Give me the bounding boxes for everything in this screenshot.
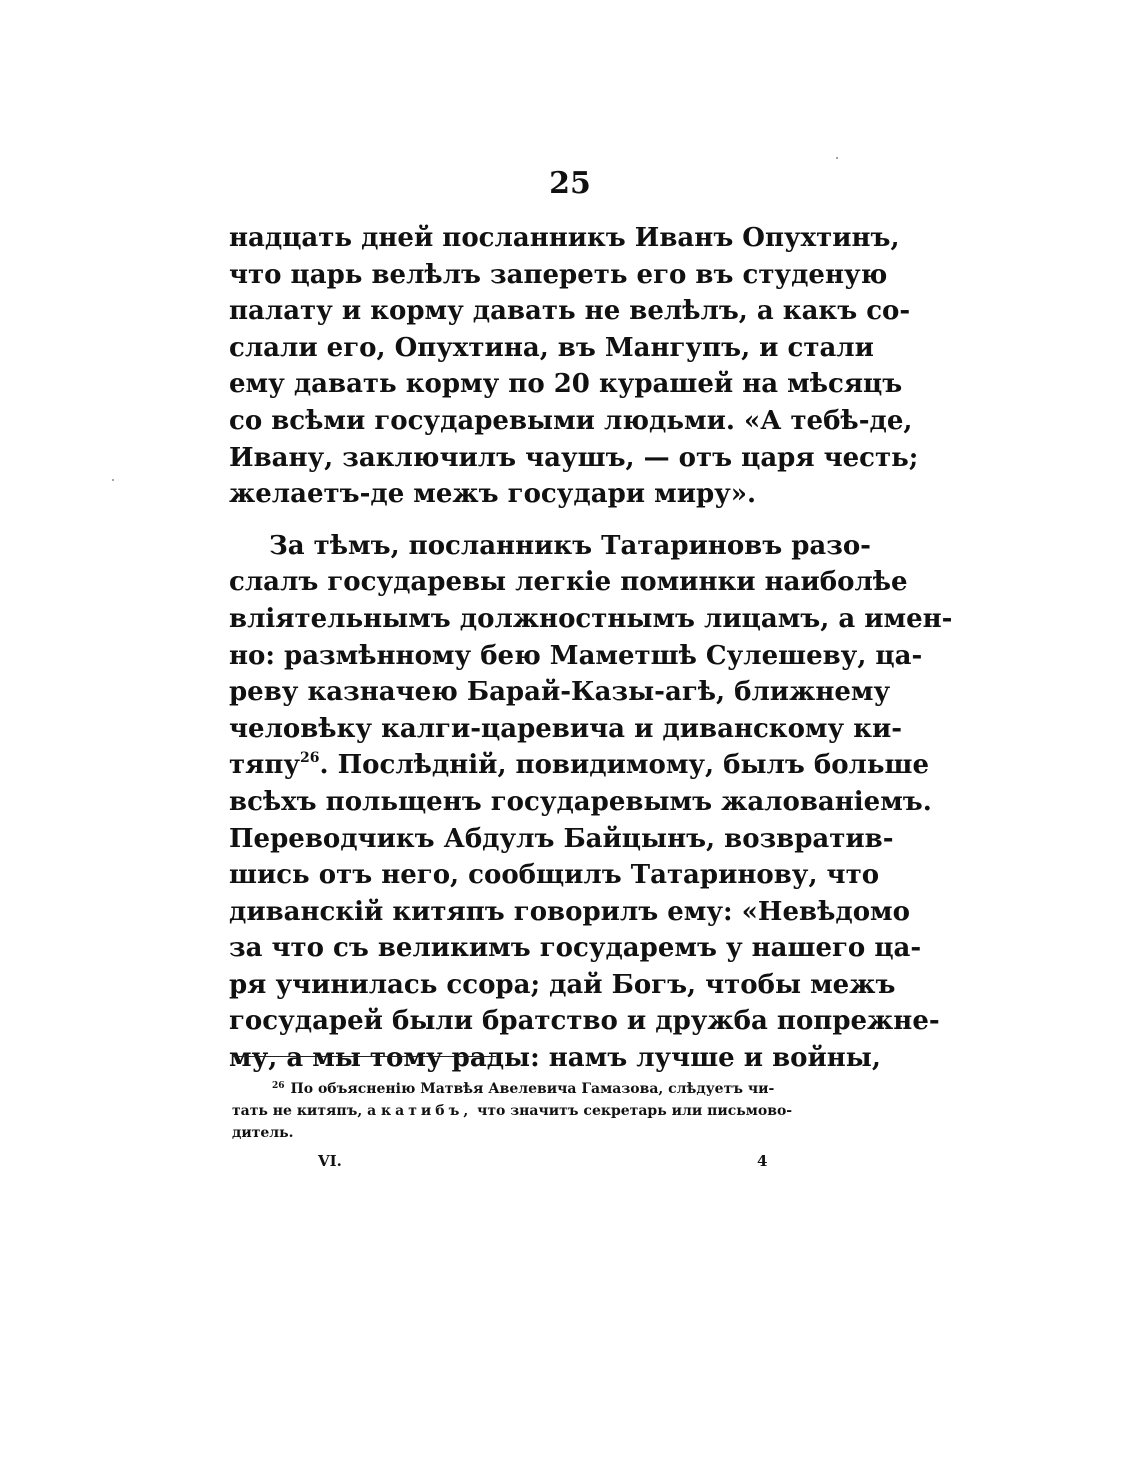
text-line: реву казначею Барай-Казы-агѣ, ближнему	[229, 677, 891, 708]
volume-signature: VI.	[318, 1152, 342, 1170]
note-line-start: тяпу	[229, 750, 300, 781]
text-line: ему давать корму по 20 курашей на мѣсяцъ	[229, 369, 903, 400]
text-line: желаетъ-де межъ государи миру».	[229, 479, 757, 510]
text-line: За тѣмъ, посланникъ Татариновъ разо-	[269, 530, 871, 561]
text-line: за что съ великимъ государемъ у нашего ца-	[229, 933, 922, 964]
text-line-with-note	[229, 747, 930, 784]
sheet-number: 4	[757, 1152, 768, 1170]
footnote	[232, 1078, 798, 1144]
text-line: Ивану, заключилъ чаушъ, — отъ царя честь;	[229, 442, 919, 473]
text-line: что царь велѣлъ запереть его въ студеную	[229, 259, 888, 290]
text-line: вліятельнымъ должностнымъ лицамъ, а имен-	[229, 603, 953, 634]
text-line: диванскій китяпъ говорилъ ему: «Невѣдомо	[229, 896, 910, 927]
footnote-emphasis: катибъ,	[381, 1103, 473, 1119]
footnote-text: По объясненію Матвѣя Авелевича Гамазова, слѣдуетъ чи-	[290, 1081, 775, 1097]
print-speck	[112, 479, 114, 481]
note-line-end: . Послѣдній, повидимому, былъ больше	[319, 750, 930, 781]
text-line: но: размѣнному бею Маметшѣ Сулешеву, ца-	[229, 640, 923, 671]
main-text	[229, 220, 953, 1077]
text-line: со всѣми государевыми людьми. «А тебѣ-де,	[229, 405, 913, 436]
page-number: 25	[549, 166, 591, 201]
text-line: му, а мы тому рады: намъ лучше и войны,	[229, 1043, 881, 1074]
footnote-mark: 26	[272, 1081, 285, 1091]
text-line: надцать дней посланникъ Иванъ Опухтинъ,	[229, 223, 900, 253]
text-line: шись отъ него, сообщилъ Татаринову, что	[229, 860, 880, 891]
footnote-reference[interactable]: 26	[300, 750, 320, 767]
text-line: слалъ государевы легкіе поминки наиболѣе	[229, 567, 908, 598]
footnote-text: что значитъ секретарь или письмово-	[477, 1103, 793, 1119]
footnote-text: тать не китяпъ, а	[232, 1103, 377, 1119]
footnote-line: дитель.	[232, 1125, 294, 1141]
text-line: государей были братство и дружба попрежне-	[229, 1006, 940, 1037]
print-speck	[836, 157, 838, 159]
footnote-line	[232, 1078, 798, 1100]
text-line: Переводчикъ Абдулъ Байцынъ, возвратив-	[229, 823, 894, 854]
text-line: слали его, Опухтина, въ Мангупъ, и стали	[229, 332, 874, 363]
text-line: ря учинилась ссора; дай Богъ, чтобы межъ	[229, 969, 896, 1000]
footnote-line	[232, 1100, 798, 1122]
footnote-divider	[232, 1056, 496, 1057]
text-line: палату и корму давать не велѣлъ, а какъ со-	[229, 296, 911, 327]
text-line: человѣку калги-царевича и диванскому ки-	[229, 713, 903, 744]
text-line: всѣхъ польщенъ государевымъ жалованіемъ.	[229, 786, 932, 817]
